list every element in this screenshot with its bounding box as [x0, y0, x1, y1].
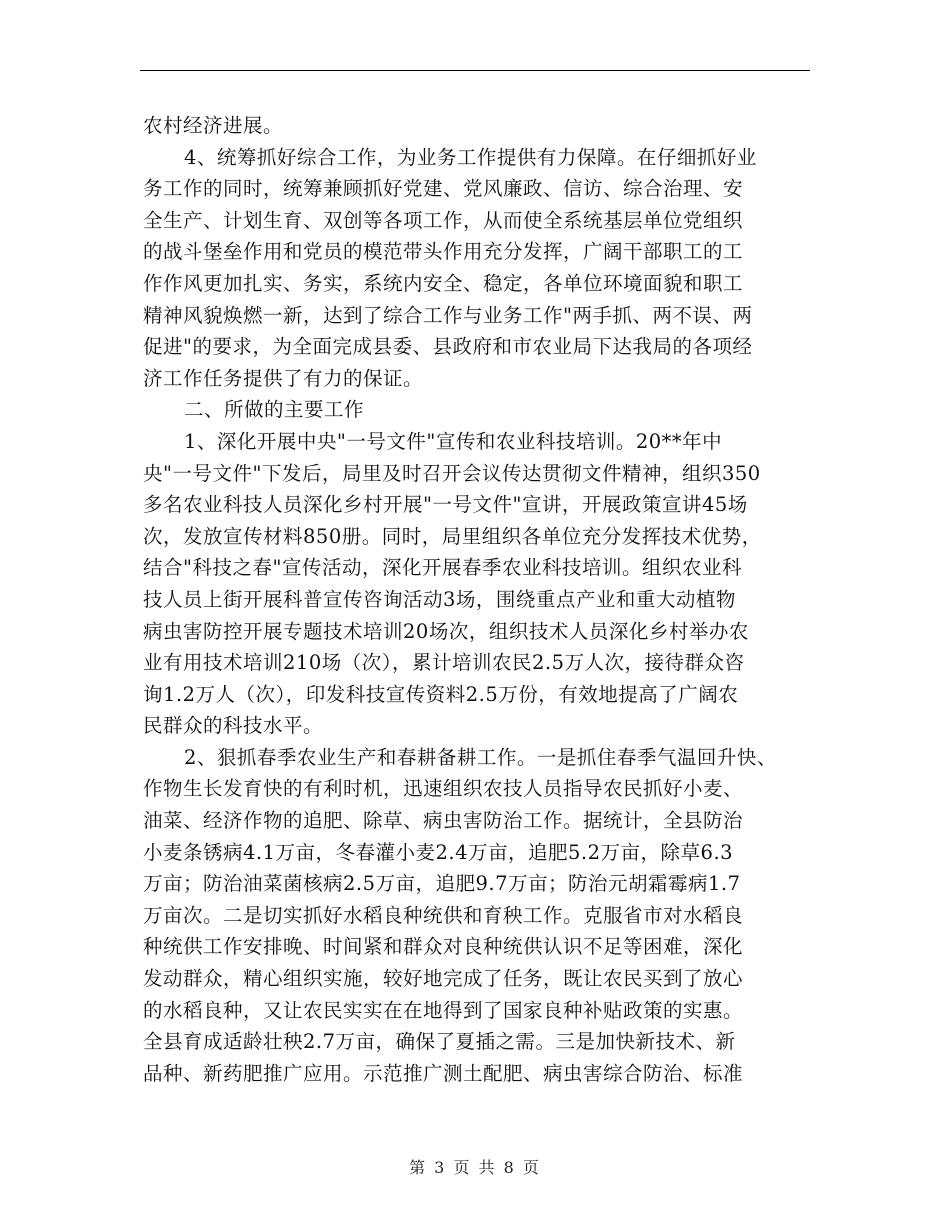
text-line: 结合"科技之春"宣传活动，深化开展春季农业科技培训。组织农业科 — [143, 556, 742, 580]
text-line: 农村经济进展。 — [143, 114, 284, 137]
text-line: 务工作的同时，统筹兼顾抓好党建、党风廉政、信访、综合治理、安 — [143, 177, 744, 201]
text-line: 品种、新药肥推广应用。示范推广测土配肥、病虫害综合防治、标准 — [143, 1061, 744, 1085]
page-number-footer: 第 3 页 共 8 页 — [409, 1158, 541, 1177]
text-line: 技人员上街开展科普宣传咨询活动3场，围绕重点产业和重大动植物 — [143, 587, 736, 611]
text-line: 全县育成适龄壮秧2.7万亩，确保了夏插之需。三是加快新技术、新 — [143, 1030, 736, 1054]
text-line: 病虫害防控开展专题技术培训20场次，组织技术人员深化乡村举办农 — [143, 619, 749, 643]
text-line: 促进"的要求，为全面完成县委、县政府和市农业局下达我局的各项经 — [143, 335, 753, 359]
text-line: 民群众的科技水平。 — [143, 714, 324, 738]
text-line: 1、深化开展中央"一号文件"宣传和农业科技培训。20**年中 — [184, 429, 723, 453]
text-line: 济工作任务提供了有力的保证。 — [143, 366, 424, 390]
text-line: 业有用技术培训210场（次），累计培训农民2.5万人次，接待群众咨 — [143, 651, 745, 675]
body-text — [143, 110, 813, 1089]
text-line: 全生产、计划生育、双创等各项工作，从而使全系统基层单位党组织 — [143, 208, 744, 232]
text-line: 的水稻良种，又让农民实实在在地得到了国家良种补贴政策的实惠。 — [143, 998, 744, 1022]
text-line: 发动群众，精心组织实施，较好地完成了任务，既让农民买到了放心 — [143, 967, 744, 991]
text-line: 多名农业科技人员深化乡村开展"一号文件"宣讲，开展政策宣讲45场 — [143, 493, 748, 517]
header-rule — [140, 70, 810, 71]
text-line: 种统供工作安排晚、时间紧和群众对良种统供认识不足等困难，深化 — [143, 935, 744, 959]
text-line: 万亩；防治油菜菌核病2.5万亩，追肥9.7万亩；防治元胡霜霉病1.7 — [143, 872, 741, 896]
text-line: 二、所做的主要工作 — [184, 398, 365, 422]
text-line: 2、狠抓春季农业生产和春耕备耕工作。一是抓住春季气温回升快、 — [184, 745, 777, 769]
text-line: 询1.2万人（次），印发科技宣传资料2.5万份，有效地提高了广阔农 — [143, 682, 739, 706]
text-line: 作物生长发育快的有利时机，迅速组织农技人员指导农民抓好小麦、 — [143, 777, 744, 801]
text-line: 小麦条锈病4.1万亩，冬春灌小麦2.4万亩，追肥5.2万亩，除草6.3 — [143, 840, 734, 864]
text-line: 4、统筹抓好综合工作，为业务工作提供有力保障。在仔细抓好业 — [184, 145, 757, 169]
text-line: 次，发放宣传材料850册。同时，局里组织各单位充分发挥技术优势， — [143, 524, 762, 548]
text-line: 央"一号文件"下发后，局里及时召开会议传达贯彻文件精神，组织350 — [143, 461, 761, 485]
text-line: 万亩次。二是切实抓好水稻良种统供和育秧工作。克服省市对水稻良 — [143, 903, 744, 927]
text-line: 油菜、经济作物的追肥、除草、病虫害防治工作。据统计，全县防治 — [143, 809, 744, 833]
text-line: 的战斗堡垒作用和党员的模范带头作用充分发挥，广阔干部职工的工 — [143, 240, 744, 264]
text-line: 作作风更加扎实、务实，系统内安全、稳定，各单位环境面貌和职工 — [143, 271, 744, 295]
text-line: 精神风貌焕燃一新，达到了综合工作与业务工作"两手抓、两不误、两 — [143, 303, 753, 327]
